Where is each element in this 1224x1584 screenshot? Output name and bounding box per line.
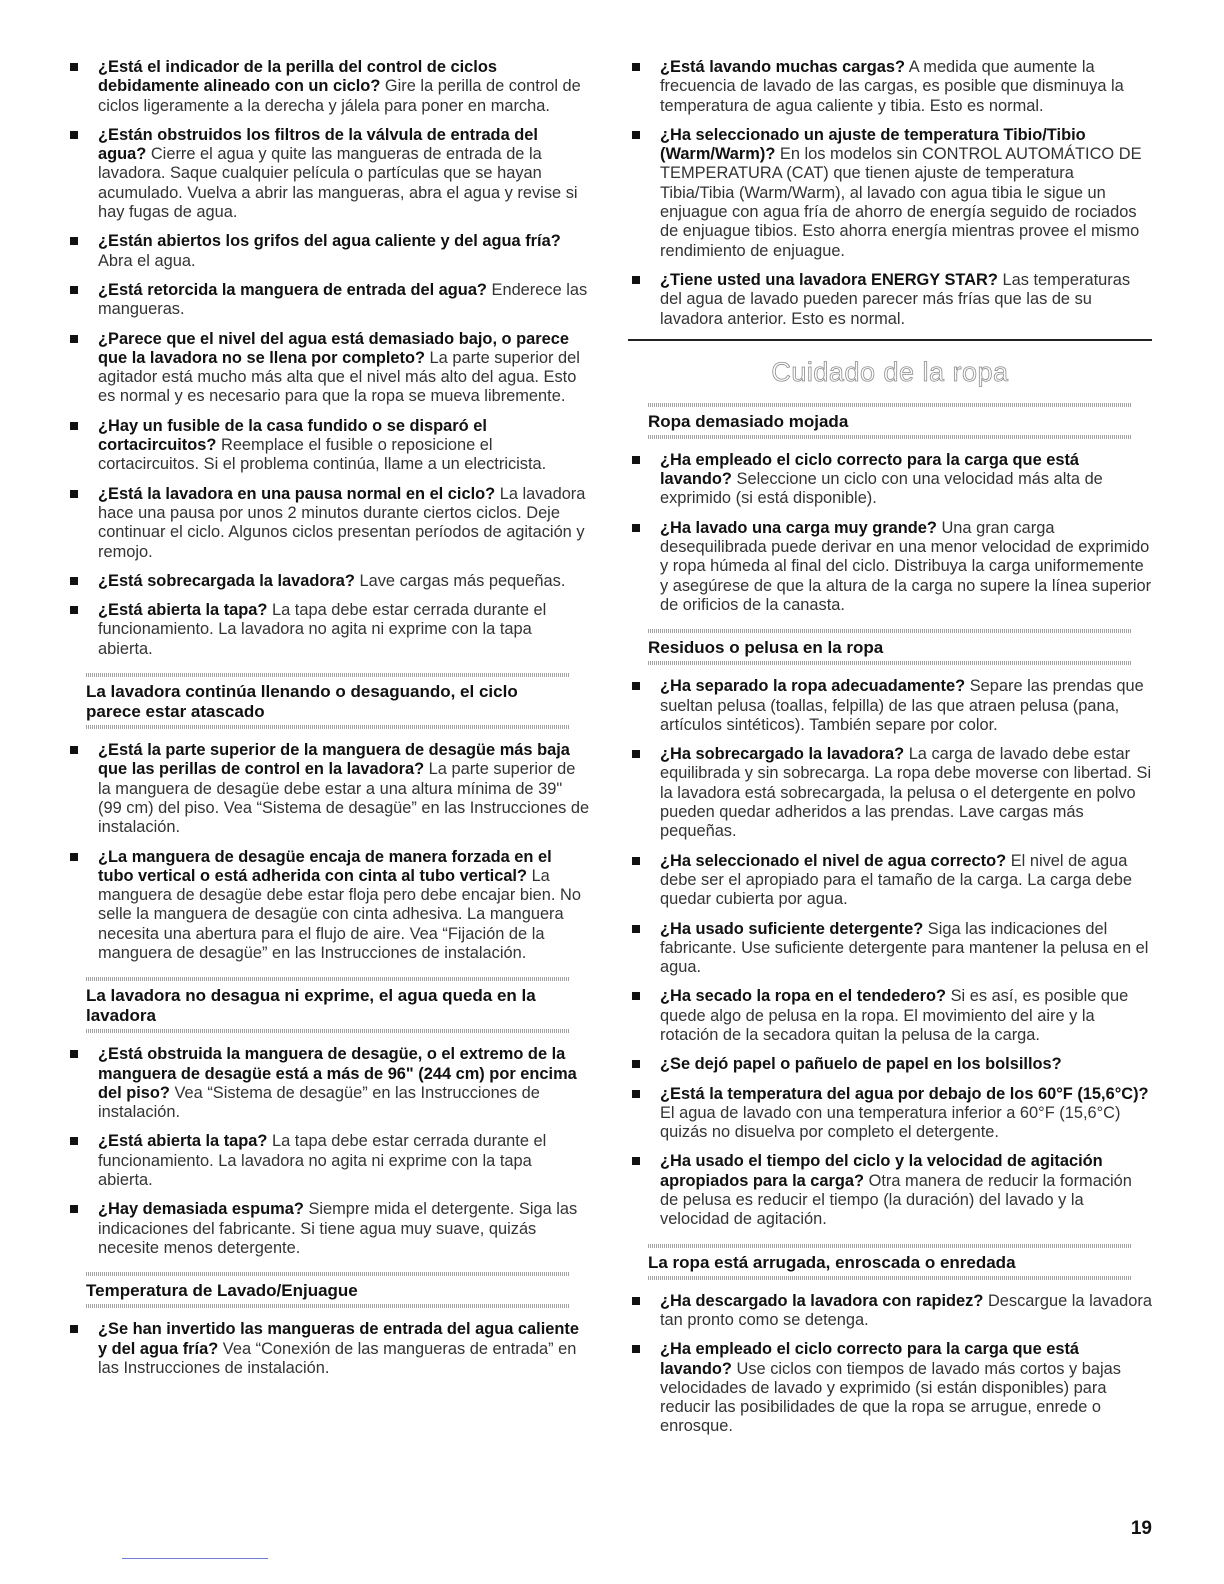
bullet-item: [628, 1340, 1152, 1436]
bullet-square-icon: [70, 853, 78, 861]
bullet-answer: Una gran carga desequilibrada puede derivar en una menor velocidad de exprimido y ropa húmeda al final del ciclo. Distribuya la carga uniformemente y asegúrese de que la altura de la carga no supere la línea superior de orificios de la canasta.: [660, 518, 1152, 614]
chapter-rule: [628, 339, 1152, 341]
bullet-answer: Las temperaturas del agua de lavado pueden parecer más frías que las de su lavadora anterior. Esto es normal.: [660, 270, 1131, 328]
bullet-square-icon: [632, 1345, 640, 1353]
hatch-divider: [648, 629, 1132, 633]
hatch-divider: [86, 977, 570, 981]
bullet-question: ¿Tiene usted una lavadora ENERGY STAR?: [660, 270, 998, 289]
bullet-square-icon: [632, 524, 640, 532]
bullet-question: ¿Ha seleccionado un ajuste de temperatura Tibio/Tibio (Warm/Warm)?: [660, 125, 1086, 164]
section-title: La lavadora continúa llenando o desaguando, el ciclo parece estar atascado: [86, 682, 518, 722]
bullet-question: ¿Está sobrecargada la lavadora?: [98, 571, 355, 590]
hatch-divider: [86, 1272, 570, 1276]
bullet-answer: La manguera de desagüe debe estar floja pero debe encajar bien. No selle la manguera de desagüe con cinta adhesiva. La manguera necesita una abertura para el flujo de aire. Vea “Fijación de la manguera de desagüe” en las Instrucciones de instalación.: [98, 866, 581, 962]
bullet-square-icon: [632, 131, 640, 139]
bullet-answer: Use ciclos con tiempos de lavado más cortos y bajas velocidades de lavado y exprimido (si están disponibles) para reducir las posibilidades de que la ropa se arrugue, enrede o enrosque.: [660, 1359, 1121, 1436]
section-title: Temperatura de Lavado/Enjuague: [86, 1281, 358, 1301]
bullet-square-icon: [70, 1050, 78, 1058]
bullet-list: [66, 58, 590, 659]
bullet-square-icon: [632, 857, 640, 865]
bullet-answer: La tapa debe estar cerrada durante el funcionamiento. La lavadora no agita ni exprime con la tapa abierta.: [98, 601, 547, 658]
hatch-divider: [86, 1304, 570, 1308]
bullet-question: ¿Está la temperatura del agua por debajo de los 60°F (15,6°C)?: [660, 1084, 1149, 1103]
bullet-item: [628, 271, 1152, 329]
bullet-list: [628, 58, 1152, 329]
bullet-item: [628, 519, 1152, 615]
bullet-item: [628, 451, 1152, 509]
hatch-divider: [648, 435, 1132, 439]
bullet-item: [66, 1320, 590, 1378]
bullet-square-icon: [632, 992, 640, 1000]
bullet-square-icon: [70, 606, 78, 614]
bullet-answer: El nivel de agua debe ser el apropiado para el tamaño de la carga. La carga debe quedar cubierta por agua.: [660, 851, 1133, 909]
bullet-question: ¿Está lavando muchas cargas?: [660, 58, 906, 76]
bullet-answer: Cierre el agua y quite las mangueras de entrada de la lavadora. Saque cualquier película o partículas que se hayan acumulado. Vuelva a abrir las mangueras, abra el agua y revise si hay fugas de agua.: [98, 145, 578, 222]
bullet-square-icon: [632, 750, 640, 758]
bullet-answer: Vea “Conexión de las mangueras de entrada” en las Instrucciones de instalación.: [98, 1339, 577, 1377]
bullet-square-icon: [70, 1205, 78, 1213]
hatch-divider: [648, 403, 1132, 407]
bullet-list: [628, 1292, 1152, 1437]
bullet-item: [628, 58, 1152, 116]
chapter-title: Cuidado de la ropa: [771, 356, 1009, 387]
bullet-answer: A medida que aumente la frecuencia de lavado de las cargas, es posible que disminuya la temperatura de agua caliente y tibia. Esto es normal.: [660, 58, 1124, 115]
bullet-answer: Abra el agua.: [98, 251, 196, 270]
bullet-question: ¿Ha lavado una carga muy grande?: [660, 518, 937, 537]
bullet-answer: Lave cargas más pequeñas.: [359, 571, 566, 590]
bullet-question: ¿Se han invertido las mangueras de entrada del agua caliente y del agua fría?: [98, 1320, 579, 1358]
bullet-question: ¿Están abiertos los grifos del agua caliente y del agua fría?: [98, 232, 561, 251]
section-header: [66, 673, 590, 729]
section-title: Residuos o pelusa en la ropa: [648, 638, 884, 658]
bullet-square-icon: [70, 1325, 78, 1333]
bullet-answer: Vea “Sistema de desagüe” en las Instrucciones de instalación.: [98, 1083, 540, 1122]
bullet-answer: La tapa debe estar cerrada durante el funcionamiento. La lavadora no agita ni exprime con la tapa abierta.: [98, 1132, 547, 1190]
bullet-question: ¿Ha secado la ropa en el tendedero?: [660, 987, 947, 1006]
bullet-item: [66, 1132, 590, 1190]
bullet-item: [66, 417, 590, 475]
bullet-question: ¿Está la lavadora en una pausa normal en el ciclo?: [98, 484, 496, 503]
bullet-question: ¿Están obstruidos los filtros de la válvula de entrada del agua?: [98, 125, 538, 164]
bullet-square-icon: [632, 1060, 640, 1068]
section-title: Ropa demasiado mojada: [648, 411, 849, 431]
bullet-question: ¿Ha descargado la lavadora con rapidez?: [660, 1291, 984, 1310]
bullet-item: [628, 1152, 1152, 1229]
bullet-square-icon: [632, 1297, 640, 1305]
bullet-question: ¿Está retorcida la manguera de entrada del agua?: [98, 280, 487, 299]
bullet-question: ¿Ha seleccionado el nivel de agua correcto?: [660, 851, 1007, 870]
bullet-list: [66, 1045, 590, 1258]
bullet-item: [628, 1085, 1152, 1143]
section-header: [66, 977, 590, 1033]
bullet-list: [628, 677, 1152, 1229]
hatch-divider: [648, 661, 1132, 665]
section-title: La lavadora no desagua ni exprime, el agua queda en la lavadora: [86, 986, 536, 1026]
bullet-answer: Siga las indicaciones del fabricante. Use suficiente detergente para mantener la pelusa en el agua.: [660, 919, 1149, 977]
bullet-item: [628, 745, 1152, 841]
bullet-square-icon: [70, 577, 78, 585]
bullet-question: ¿Ha usado suficiente detergente?: [660, 919, 924, 938]
bullet-item: [628, 1292, 1152, 1331]
bullet-square-icon: [70, 286, 78, 294]
bullet-square-icon: [632, 276, 640, 284]
bullet-item: [628, 852, 1152, 910]
bullet-item: [628, 920, 1152, 978]
bullet-square-icon: [632, 1157, 640, 1165]
bullet-item: [66, 126, 590, 222]
bullet-answer: Si es así, es posible que quede algo de pelusa en la ropa. El movimiento del aire y la rotación de la secadora quitan la pelusa de la carga.: [660, 987, 1129, 1044]
bullet-question: ¿Hay un fusible de la casa fundido o se disparó el cortacircuitos?: [98, 416, 487, 455]
hatch-divider: [648, 1244, 1132, 1248]
footer-link-line: [122, 1558, 268, 1559]
bullet-square-icon: [632, 682, 640, 690]
bullet-square-icon: [70, 237, 78, 245]
page-number: 19: [1130, 1518, 1152, 1539]
right-column: [628, 58, 1152, 1447]
bullet-answer: La lavadora hace una pausa por unos 2 minutos durante ciertos ciclos. Deje continuar el ciclo. Algunos ciclos presentan períodos de agitación y remojo.: [98, 484, 586, 561]
bullet-item: [628, 126, 1152, 261]
bullet-item: [66, 741, 590, 837]
bullet-item: [628, 987, 1152, 1045]
bullet-square-icon: [70, 335, 78, 343]
bullet-question: ¿Está obstruida la manguera de desagüe, o el extremo de la manguera de desagüe está a más de 96" (244 cm) por encima del piso?: [98, 1045, 577, 1102]
bullet-answer: La parte superior de la manguera de desagüe debe estar a una altura mínima de 39" (99 cm) del piso. Vea “Sistema de desagüe” en las Instrucciones de instalación.: [98, 760, 590, 837]
bullet-square-icon: [632, 925, 640, 933]
bullet-item: [66, 1045, 590, 1122]
section-header: [628, 629, 1152, 665]
bullet-question: ¿Se dejó papel o pañuelo de papel en los bolsillos?: [660, 1055, 1062, 1074]
bullet-list: [66, 1320, 590, 1378]
bullet-square-icon: [70, 131, 78, 139]
bullet-answer: En los modelos sin CONTROL AUTOMÁTICO DE TEMPERATURA (CAT) que tienen ajuste de temperatura Tibia/Tibia (Warm/Warm), al lavado con agua tibia le sigue un enjuague con agua fría de ahorro de energía seguido de rociados de enjuague tibios. Esto ahorra energía mientras provee el mismo rendimiento de enjuague.: [660, 145, 1142, 260]
bullet-item: [66, 601, 590, 659]
bullet-list: [66, 741, 590, 963]
bullet-answer: Gire la perilla de control de ciclos ligeramente a la derecha y jálela para poner en marcha.: [98, 77, 581, 115]
bullet-square-icon: [70, 63, 78, 71]
bullet-square-icon: [70, 422, 78, 430]
bullet-question: ¿Ha sobrecargado la lavadora?: [660, 745, 905, 764]
hatch-divider: [86, 1029, 570, 1033]
bullet-answer: Otra manera de reducir la formación de pelusa es reducir el tiempo (la duración) del lavado y la velocidad de agitación.: [660, 1171, 1132, 1229]
bullet-item: [66, 330, 590, 407]
bullet-square-icon: [632, 1090, 640, 1098]
bullet-answer: Enderece las mangueras.: [98, 280, 588, 319]
bullet-answer: Descargue la lavadora tan pronto como se detenga.: [660, 1291, 1152, 1329]
bullet-question: ¿Hay demasiada espuma?: [98, 1200, 304, 1219]
bullet-item: [66, 848, 590, 964]
bullet-square-icon: [632, 456, 640, 464]
bullet-answer: El agua de lavado con una temperatura inferior a 60°F (15,6°C) quizás no disuelva por completo el detergente.: [660, 1103, 1121, 1142]
bullet-question: ¿Ha usado el tiempo del ciclo y la velocidad de agitación apropiados para la carga?: [660, 1152, 1103, 1190]
bullet-question: ¿Está abierta la tapa?: [98, 1132, 268, 1151]
section-header: [628, 403, 1152, 439]
bullet-answer: Reemplace el fusible o reposicione el cortacircuitos. Si el problema continúa, llame a un electricista.: [98, 436, 547, 474]
hatch-divider: [86, 673, 570, 677]
bullet-answer: Siempre mida el detergente. Siga las indicaciones del fabricante. Si tiene agua muy suave, quizás necesite menos detergente.: [98, 1200, 578, 1257]
left-column: [66, 58, 590, 1388]
bullet-question: ¿Ha empleado el ciclo correcto para la carga que está lavando?: [660, 450, 1080, 489]
bullet-answer: La carga de lavado debe estar equilibrada y sin sobrecarga. La ropa debe moverse con libertad. Si la lavadora está sobrecargada, la pelusa o el detergente en polvo pueden quedar adheridos a las prendas. Lave cargas más pequeñas.: [660, 745, 1152, 841]
bullet-item: [66, 58, 590, 116]
bullet-item: [66, 281, 590, 320]
bullet-item: [628, 677, 1152, 735]
bullet-item: [628, 1055, 1152, 1074]
bullet-question: ¿La manguera de desagüe encaja de manera forzada en el tubo vertical o está adherida con cinta al tubo vertical?: [98, 847, 552, 885]
bullet-question: ¿Parece que el nivel del agua está demasiado bajo, o parece que la lavadora no se llena por completo?: [98, 329, 569, 367]
section-header: [628, 1244, 1152, 1280]
hatch-divider: [86, 725, 570, 729]
bullet-question: ¿Está el indicador de la perilla del control de ciclos debidamente alineado con un ciclo?: [98, 58, 497, 96]
section-header: [66, 1272, 590, 1308]
bullet-question: ¿Ha empleado el ciclo correcto para la carga que está lavando?: [660, 1340, 1080, 1378]
bullet-item: [66, 1200, 590, 1258]
bullet-item: [66, 232, 590, 271]
bullet-question: ¿Está la parte superior de la manguera de desagüe más baja que las perillas de control en la lavadora?: [98, 741, 570, 779]
bullet-answer: La parte superior del agitador está mucho más alta que el nivel más alto del agua. Esto es normal y es necesario para que la ropa se mueva libremente.: [98, 348, 580, 406]
bullet-question: ¿Ha separado la ropa adecuadamente?: [660, 677, 966, 696]
bullet-list: [628, 451, 1152, 615]
bullet-item: [66, 485, 590, 562]
section-title: La ropa está arrugada, enroscada o enredada: [648, 1252, 1016, 1272]
bullet-item: [66, 572, 590, 591]
bullet-square-icon: [70, 490, 78, 498]
bullet-answer: Seleccione un ciclo con una velocidad más alta de exprimido (si está disponible).: [660, 470, 1103, 508]
bullet-square-icon: [70, 1137, 78, 1145]
bullet-square-icon: [70, 746, 78, 754]
bullet-question: ¿Está abierta la tapa?: [98, 601, 268, 620]
bullet-answer: Separe las prendas que sueltan pelusa (toallas, felpilla) de las que atraen pelusa (pana, artículos sintéticos). También separe por color.: [660, 677, 1144, 734]
hatch-divider: [648, 1276, 1132, 1280]
bullet-square-icon: [632, 63, 640, 71]
